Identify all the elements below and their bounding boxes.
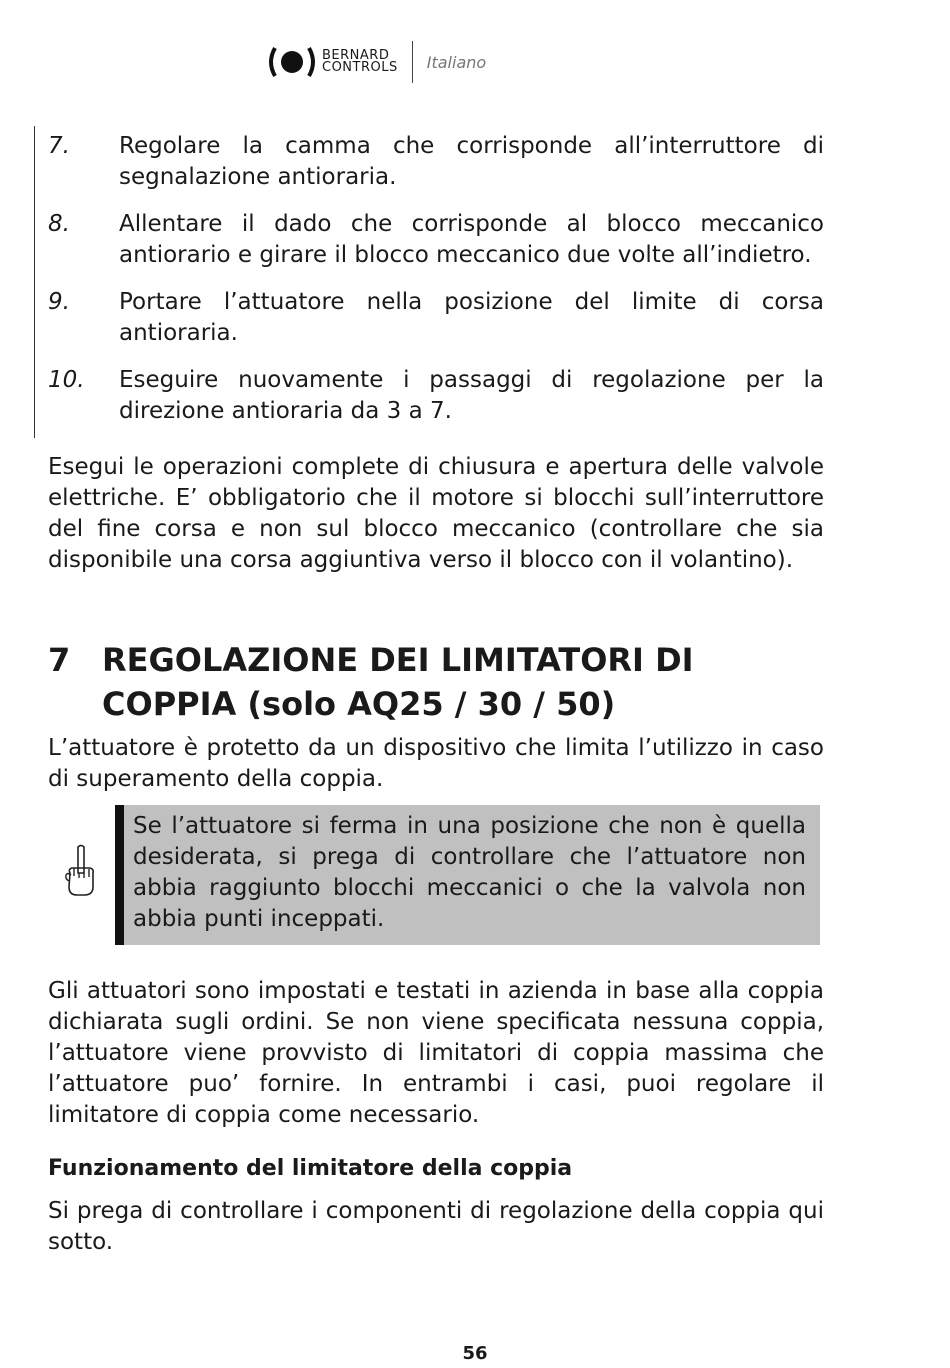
note-callout — [48, 805, 820, 945]
intro-paragraph: L’attuatore è protetto da un dispositivo che limita l’utilizzo in caso di superamento della coppia. — [48, 735, 824, 792]
step-text: Regolare la camma che corrisponde all’interruttore di segnalazione antioraria. — [119, 133, 824, 190]
logo-line-1: BERNARD — [322, 48, 390, 63]
factory-paragraph: Gli attuatori sono impostati e testati in azienda in base alla coppia dichiarata sugli ordini. Se non viene specificata nessuna coppia, l’attuatore viene provvisto di limitatori di coppia massima che l’attuatore puo’ fornire. In entrambi i casi, puoi regolare il limitatore di coppia come necessario. — [48, 978, 824, 1128]
logo-wordmark — [322, 50, 398, 74]
header-divider — [412, 41, 413, 83]
step-text: Eseguire nuovamente i passaggi di regolazione per la direzione antioraria da 3 a 7. — [119, 367, 824, 424]
list-item — [48, 287, 824, 349]
step-number: 10. — [48, 367, 85, 393]
revision-bar — [34, 126, 35, 438]
page-header — [266, 40, 486, 84]
page-number: 56 — [462, 1343, 488, 1364]
section-title: REGOLAZIONE DEI LIMITATORI DI COPPIA (solo AQ25 / 30 / 50) — [102, 641, 694, 723]
bernard-controls-logo-icon — [266, 42, 318, 82]
list-item — [48, 131, 824, 193]
logo-line-2: CONTROLS — [322, 60, 398, 75]
steps-list — [48, 131, 824, 443]
step-number: 9. — [48, 289, 70, 315]
step-number: 7. — [48, 133, 70, 159]
check-paragraph: Si prega di controllare i componenti di regolazione della coppia qui sotto. — [48, 1198, 824, 1255]
step-number: 8. — [48, 211, 70, 237]
section-heading — [48, 638, 824, 726]
language-label: Italiano — [426, 52, 487, 72]
pointing-hand-icon — [64, 843, 98, 903]
list-item — [48, 209, 824, 271]
list-item — [48, 365, 824, 427]
operations-paragraph: Esegui le operazioni complete di chiusura e apertura delle valvole elettriche. E’ obbligatorio che il motore si blocchi sull’interruttore del fine corsa e non sul blocco meccanico (controllare che sia disponibile una corsa aggiuntiva verso il blocco con il volantino). — [48, 454, 824, 573]
note-text: Se l’attuatore si ferma in una posizione che non è quella desiderata, si prega di controllare che l’attuatore non abbia raggiunto blocchi meccanici o che la valvola non abbia punti inceppati. — [115, 805, 820, 945]
section-number: 7 — [48, 641, 71, 679]
step-text: Allentare il dado che corrisponde al blocco meccanico antiorario e girare il blocco meccanico due volte all’indietro. — [119, 211, 824, 268]
torque-limiter-subheading: Funzionamento del limitatore della coppia — [48, 1156, 573, 1181]
step-text: Portare l’attuatore nella posizione del limite di corsa antioraria. — [119, 289, 824, 346]
